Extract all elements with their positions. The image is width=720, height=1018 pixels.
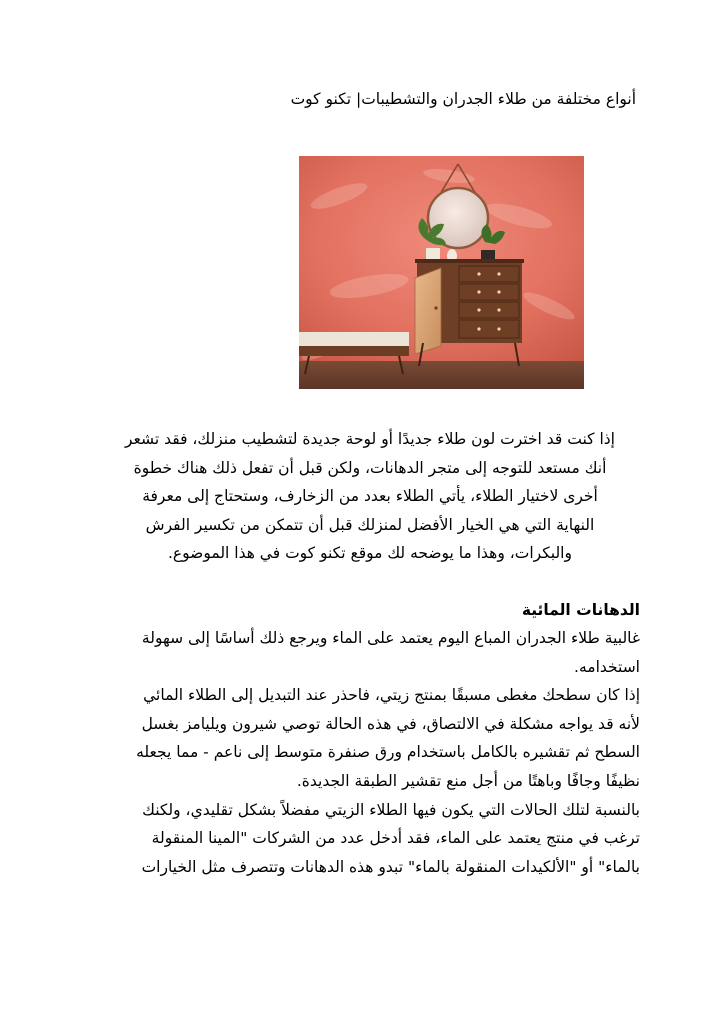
water-based-paints-section	[86, 597, 640, 881]
intro-line: النهاية التي هي الخيار الأفضل لمنزلك قبل أن تتمكن من تكسير الفرش	[145, 515, 595, 534]
section-heading: الدهانات المائية	[521, 601, 640, 619]
section-line: نظيفًا وجافًا وباهتًا من أجل منع تقشير الطبقة الجديدة.	[296, 771, 640, 790]
room-photo	[299, 156, 584, 389]
intro-line: أخرى لاختيار الطلاء، يأتي الطلاء بعدد من الزخارف، وستحتاج إلى معرفة	[142, 487, 598, 506]
section-line: ترغب في منتج يعتمد على الماء، فقد أدخل عدد من الشركات "المينا المنقولة	[151, 829, 640, 848]
floor	[299, 361, 584, 389]
bench-cushion	[299, 332, 409, 346]
intro-line: إذا كنت قد اخترت لون طلاء جديدًا أو لوحة جديدة لتشطيب منزلك، فقد تشعر	[125, 430, 615, 448]
section-body	[86, 624, 640, 881]
section-line: بالنسبة لتلك الحالات التي يكون فيها الطلاء الزيتي مفضلاً بشكل تقليدي، ولكنك	[142, 800, 640, 819]
bench-frame	[299, 346, 409, 356]
section-line: استخدامه.	[574, 657, 640, 676]
intro-line: والبكرات، وهذا ما يوضحه لك موقع تكنو كوت في هذا الموضوع.	[168, 544, 572, 563]
door-knob	[434, 306, 437, 309]
section-line: لأنه قد يواجه مشكلة في الالتصاق، في هذه الحالة توصي شيرون ويليامز بغسل	[141, 714, 640, 733]
section-line: إذا كان سطحك مغطى مسبقًا بمنتج زيتي، فاحذر عند التبديل إلى الطلاء المائي	[143, 686, 640, 705]
section-line: غالبية طلاء الجدران المباع اليوم يعتمد على الماء ويرجع ذلك أساسًا إلى سهولة	[141, 629, 640, 647]
dresser-top	[415, 259, 524, 263]
section-line: السطح ثم تقشيره بالكامل باستخدام ورق صنفرة متوسط إلى ناعم - مما يجعله	[136, 743, 640, 762]
intro-line: أنك مستعد للتوجه إلى متجر الدهانات، ولكن قبل أن تفعل ذلك هناك خطوة	[133, 458, 607, 477]
intro-paragraph	[100, 425, 640, 568]
open-cabinet-door	[415, 268, 441, 354]
page-title: أنواع مختلفة من طلاء الجدران والتشطيبات| تكنو كوت	[290, 90, 636, 108]
section-line: بالماء" أو "الألكيدات المنقولة بالماء" تبدو هذه الدهانات وتتصرف مثل الخيارات	[141, 857, 640, 876]
